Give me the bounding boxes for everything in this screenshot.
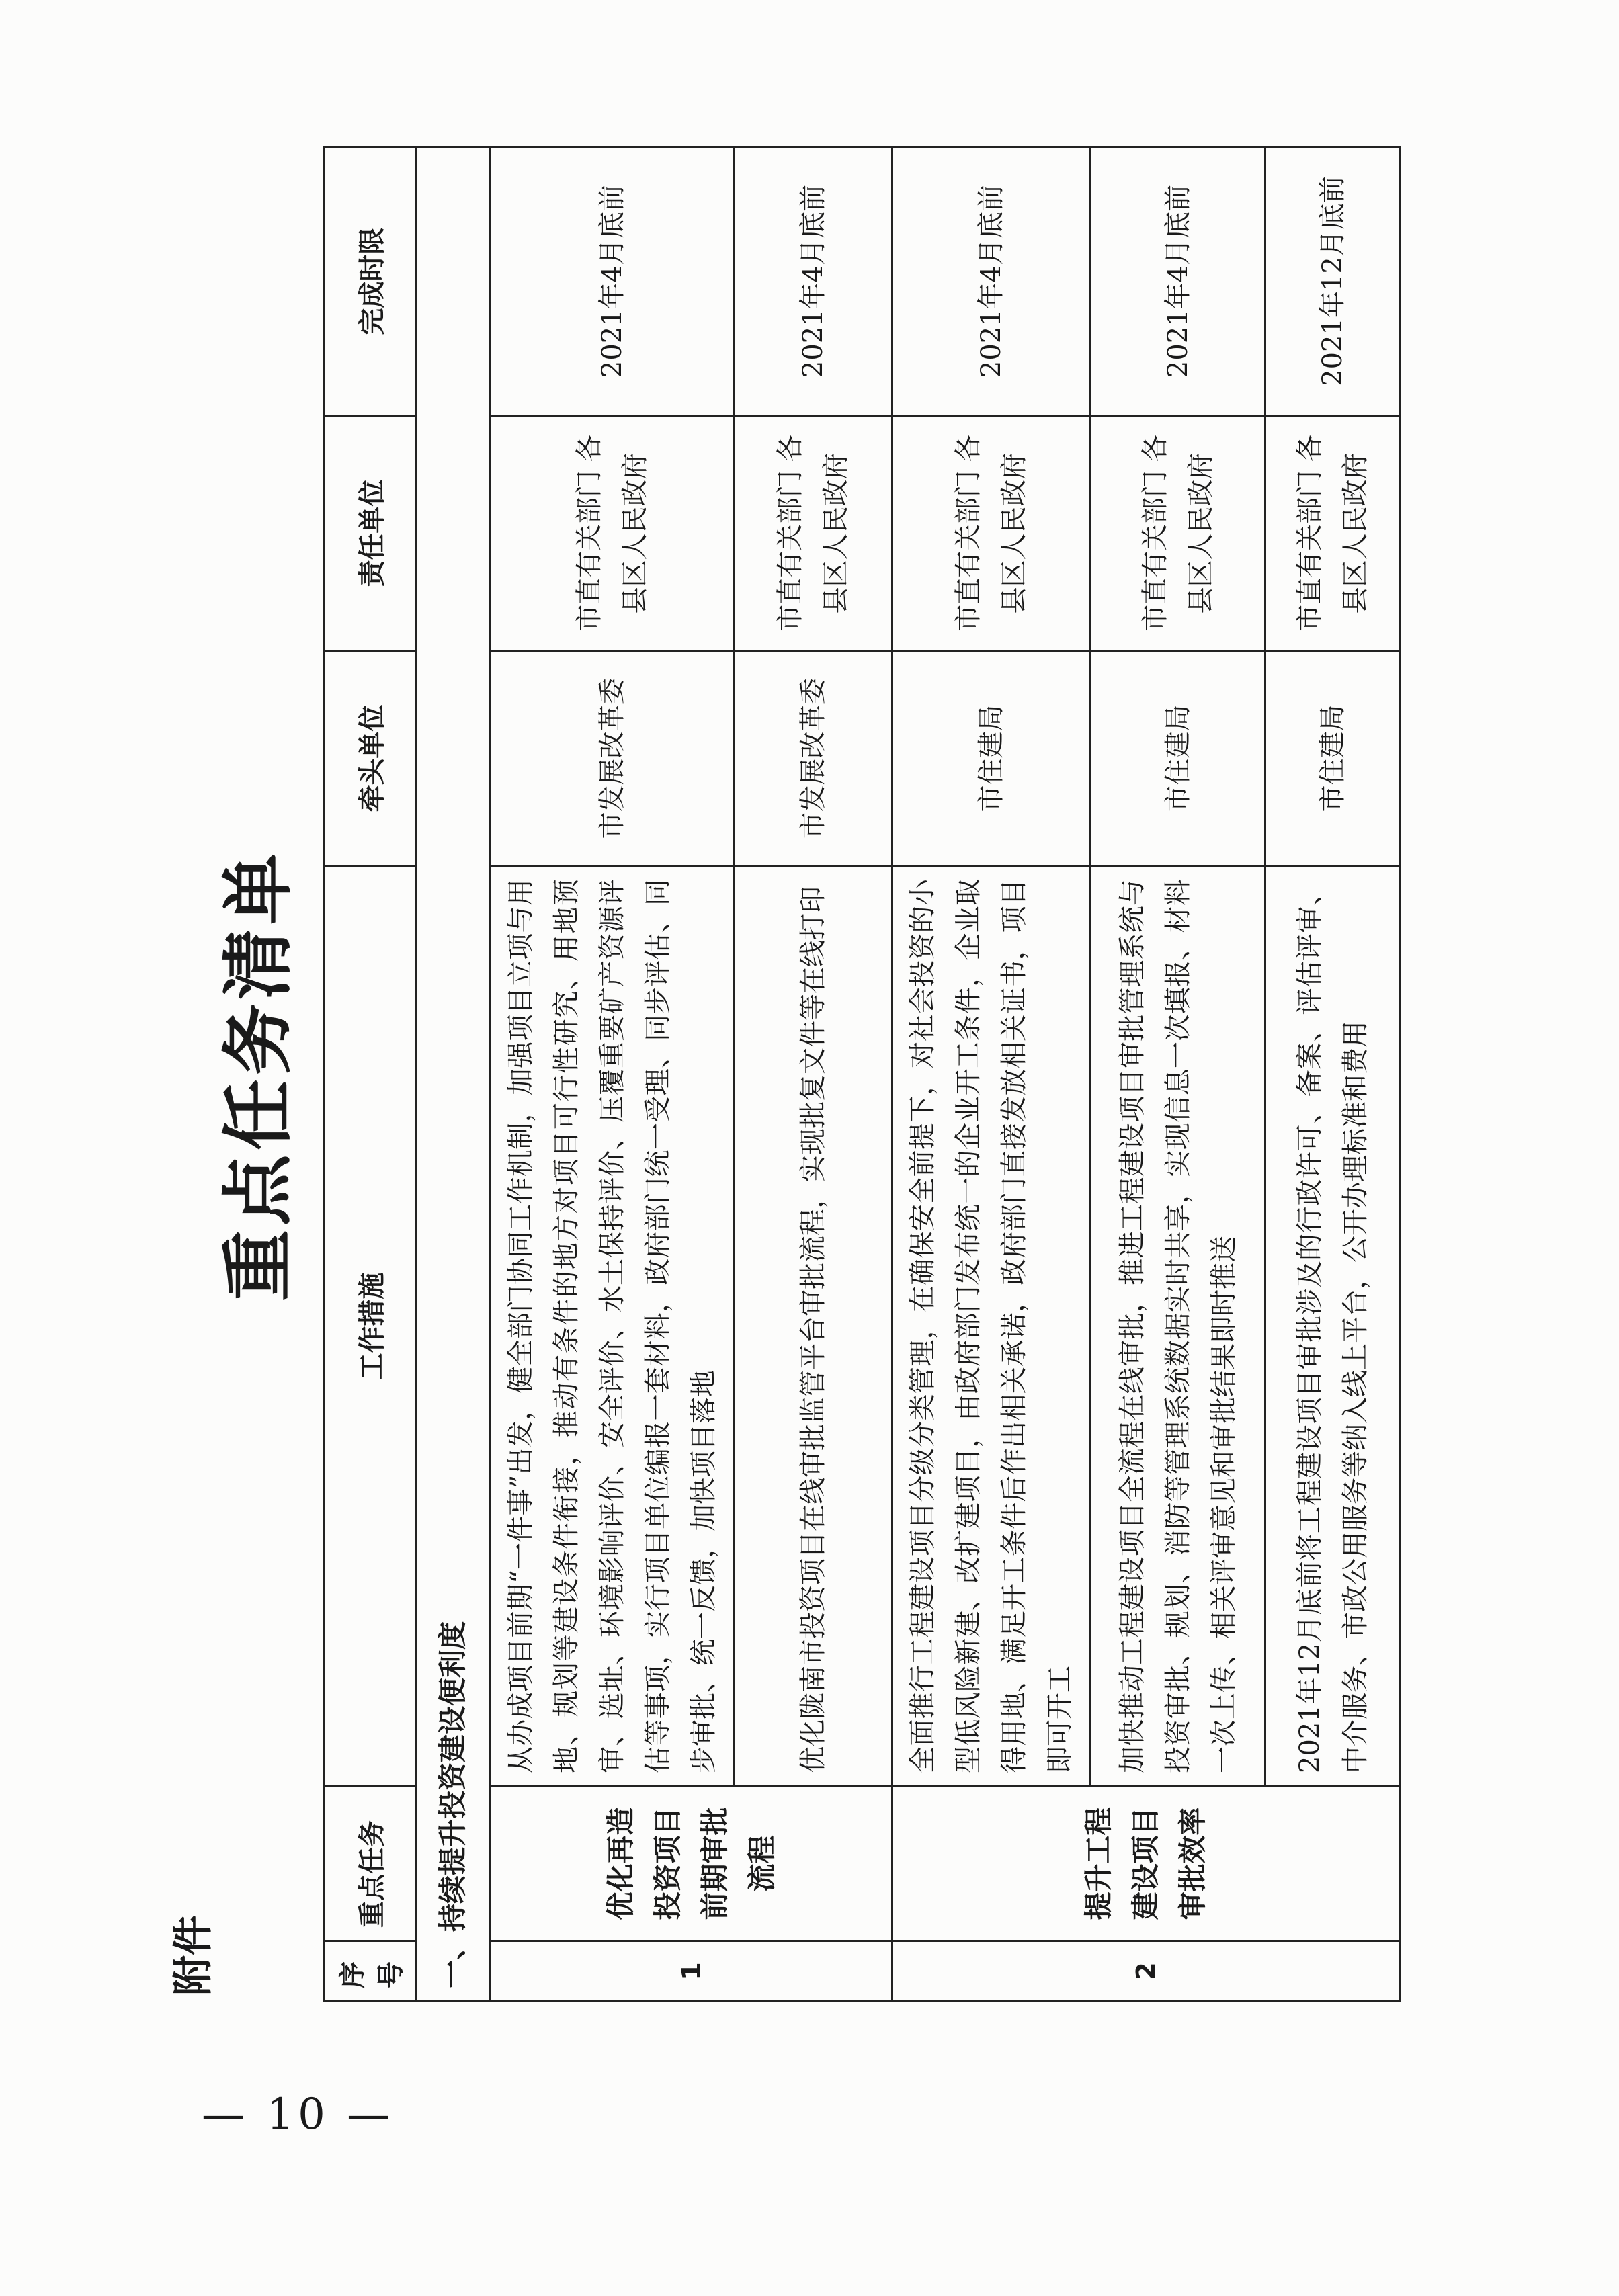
- row-deadline: 2021年4月底前: [735, 147, 892, 416]
- row-deadline: 2021年4月底前: [1091, 147, 1265, 416]
- document-title: 重点任务清单: [216, 849, 300, 1301]
- table-row: [735, 147, 892, 2002]
- header-measure: 工作措施: [324, 866, 416, 1787]
- row-lead: 市发展改革委: [735, 651, 892, 866]
- row-measure: 优化陇南市投资项目在线审批监管平台审批流程，实现批复文件等在线打印: [735, 866, 892, 1787]
- header-responsible: 责任单位: [324, 416, 416, 651]
- table-row: [491, 147, 735, 2002]
- task-table: [323, 146, 1401, 2002]
- row-responsible: 市直有关部门 各县区人民政府: [1265, 416, 1400, 651]
- section-row: [416, 147, 491, 2002]
- row-seq: 2: [892, 1941, 1400, 2002]
- table-row: [1091, 147, 1265, 2002]
- row-measure: 从办成项目前期“一件事”出发，健全部门协同工作机制，加强项目立项与用地、规划等建设条件衔接，推动有条件的地方对项目可行性研究、用地预审、选址、环境影响评价、安全评价、水土保持评价、压覆重要矿产资源评估等事项，实行项目单位编报一套材料，政府部门统一受理、同步评估、同步审批、统一反馈，加快项目落地: [491, 866, 735, 1787]
- row-responsible: 市直有关部门 各县区人民政府: [735, 416, 892, 651]
- row-responsible: 市直有关部门 各县区人民政府: [1091, 416, 1265, 651]
- row-measure: 全面推行工程建设项目分级分类管理，在确保安全前提下，对社会投资的小型低风险新建、改扩建项目，由政府部门发布统一的企业开工条件，企业取得用地、满足开工条件后作出相关承诺，政府部门直接发放相关证书，项目即可开工: [892, 866, 1091, 1787]
- header-seq: 序号: [324, 1941, 416, 2002]
- row-measure: 2021年12月底前将工程建设项目审批涉及的行政许可、备案、评估评审、中介服务、市政公用服务等纳入线上平台，公开办理标准和费用: [1265, 866, 1400, 1787]
- row-responsible: 市直有关部门 各县区人民政府: [892, 416, 1091, 651]
- row-measure: 加快推动工程建设项目全流程在线审批，推进工程建设项目审批管理系统与投资审批、规划、消防等管理系统数据实时共享，实现信息一次填报、材料一次上传、相关评审意见和审批结果即时推送: [1091, 866, 1265, 1787]
- table-row: [1265, 147, 1400, 2002]
- table-row: [892, 147, 1091, 2002]
- header-lead: 牵头单位: [324, 651, 416, 866]
- rotated-content: [170, 148, 1371, 2002]
- table-header-row: [324, 147, 416, 2002]
- header-task: 重点任务: [324, 1787, 416, 1941]
- row-lead: 市住建局: [892, 651, 1091, 866]
- row-deadline: 2021年4月底前: [892, 147, 1091, 416]
- row-lead: 市住建局: [1265, 651, 1400, 866]
- section-title: 一、持续提升投资建设便利度: [416, 147, 491, 2002]
- header-deadline: 完成时限: [324, 147, 416, 416]
- row-task: 提升工程建设项目审批效率: [892, 1787, 1400, 1941]
- row-lead: 市发展改革委: [491, 651, 735, 866]
- attachment-label: 附件: [170, 1915, 217, 1996]
- row-task: 优化再造投资项目前期审批流程: [491, 1787, 892, 1941]
- row-deadline: 2021年12月底前: [1265, 147, 1400, 416]
- page-number: — 10 —: [202, 2090, 395, 2139]
- row-deadline: 2021年4月底前: [491, 147, 735, 416]
- row-responsible: 市直有关部门 各县区人民政府: [491, 416, 735, 651]
- row-lead: 市住建局: [1091, 651, 1265, 866]
- row-seq: 1: [491, 1941, 892, 2002]
